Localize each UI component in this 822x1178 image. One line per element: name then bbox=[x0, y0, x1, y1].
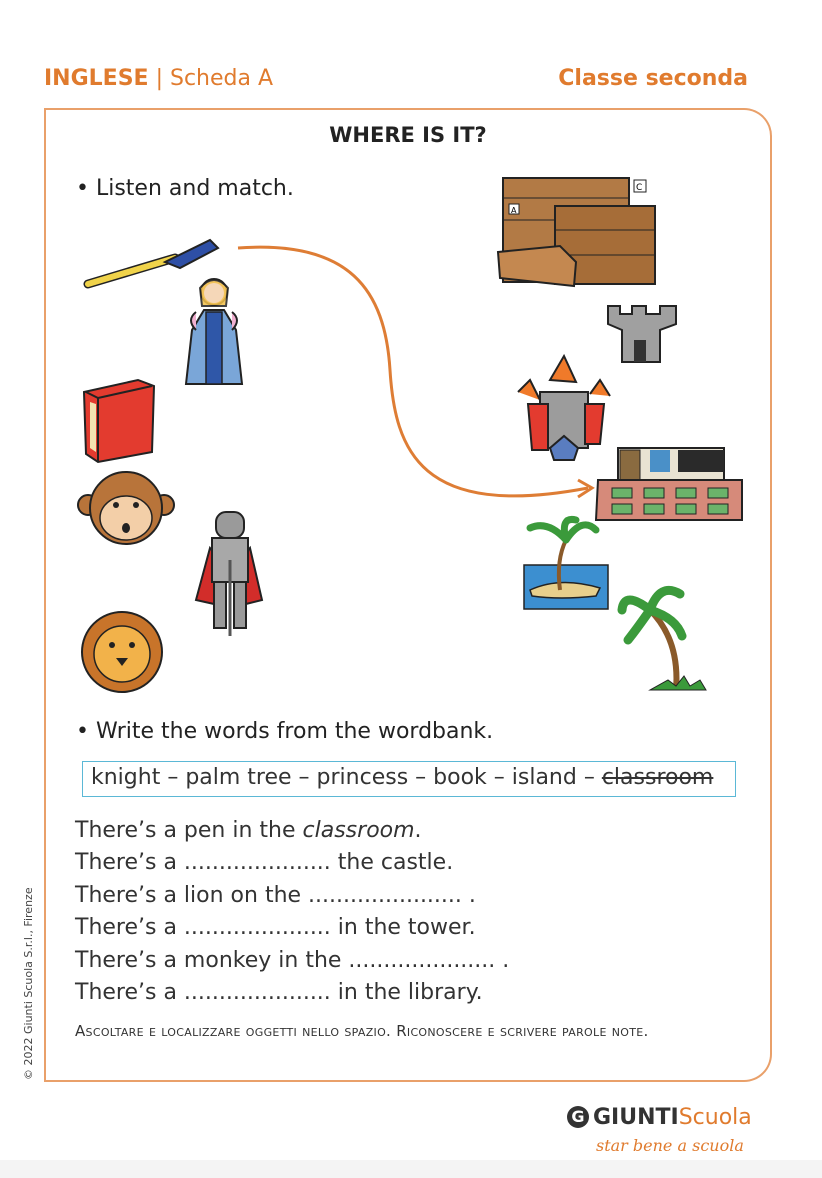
princess-icon bbox=[186, 279, 242, 384]
publisher-logo: G GIUNTIScuola bbox=[567, 1105, 752, 1130]
island-icon bbox=[524, 519, 608, 609]
book-icon bbox=[84, 380, 154, 462]
logo-g-icon: G bbox=[567, 1106, 589, 1128]
library-label-a: A bbox=[511, 206, 517, 215]
instruction-write: • Write the words from the wordbank. bbox=[76, 719, 494, 744]
library-icon bbox=[498, 178, 655, 286]
subject-label: INGLESE | Scheda A bbox=[44, 66, 274, 91]
instruction-listen: • Listen and match. bbox=[76, 176, 294, 201]
monkey-icon bbox=[78, 472, 174, 544]
castle-icon bbox=[518, 356, 610, 460]
sentence-4: There’s a ..................... in the tower. bbox=[75, 915, 476, 941]
knight-icon bbox=[196, 512, 262, 636]
lion-icon bbox=[82, 612, 162, 692]
logo-tagline: star bene a scuola bbox=[596, 1136, 744, 1155]
sentence-5: There’s a monkey in the ..................... . bbox=[75, 947, 510, 973]
pen-icon bbox=[88, 240, 218, 284]
copyright-text: © 2022 Giunti Scuola S.r.l., Firenze bbox=[22, 887, 35, 1080]
sentence-2: There’s a ..................... the castle. bbox=[75, 850, 454, 876]
grade-label: Classe seconda bbox=[558, 66, 748, 91]
wordbank-struck-word: classroom bbox=[601, 765, 714, 790]
library-label-c: C bbox=[636, 183, 643, 193]
teacher-note: Ascoltare e localizzare oggetti nello spazio. Riconoscere e scrivere parole note. bbox=[75, 1022, 649, 1040]
worksheet-title: WHERE IS IT? bbox=[329, 123, 487, 147]
frame-border-bottom bbox=[44, 1080, 724, 1082]
classroom-icon bbox=[596, 448, 742, 520]
palm-tree-icon bbox=[622, 590, 706, 690]
tower-icon bbox=[608, 306, 676, 362]
match-line bbox=[238, 247, 588, 496]
sentence-3: There’s a lion on the ...................... . bbox=[75, 882, 476, 908]
wordbank bbox=[82, 761, 736, 797]
sentence-list bbox=[75, 815, 509, 1009]
page-bottom-band bbox=[0, 1160, 822, 1178]
sentence-1: There’s a pen in the classroom. bbox=[75, 818, 422, 843]
sentence-6: There’s a ..................... in the library. bbox=[75, 980, 483, 1006]
wordbank-words: knight – palm tree – princess – book – island – bbox=[91, 765, 602, 790]
